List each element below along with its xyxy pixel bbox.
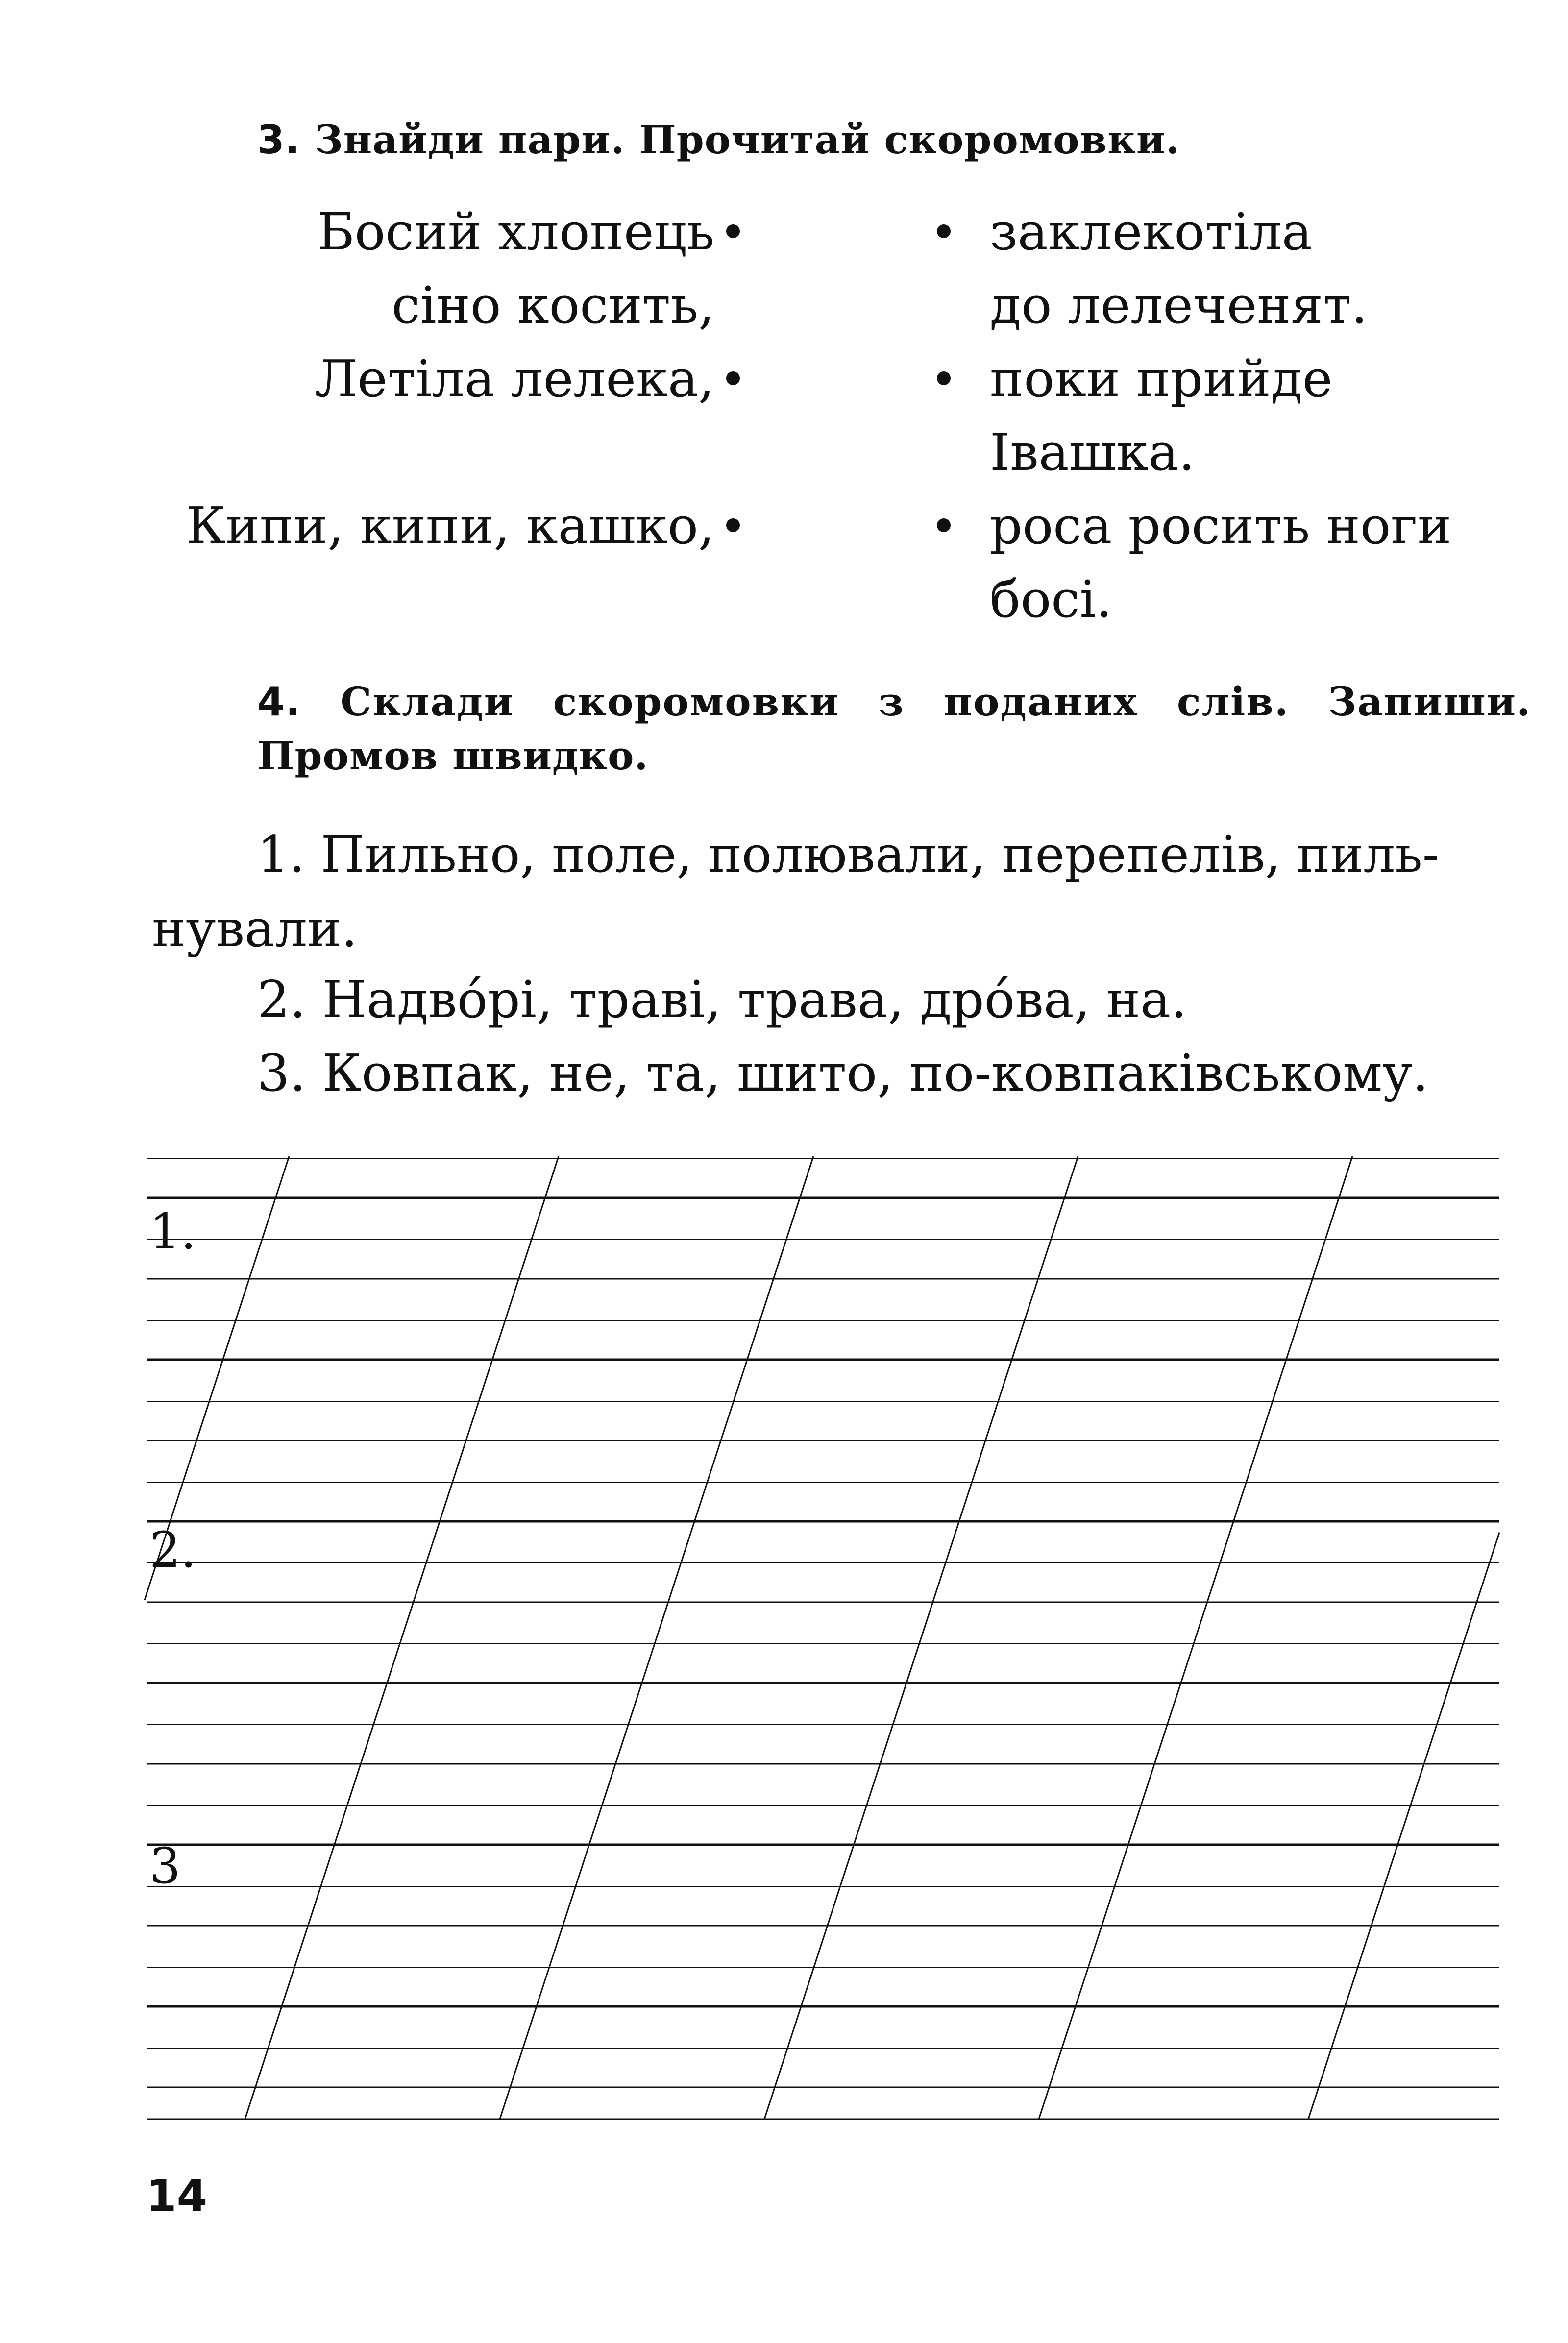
page-number: 14 [146,2171,208,2222]
right-phrase-1-line1: заклекотіла [990,202,1312,262]
task4-heading-line2: Промов швидко. [257,732,649,779]
slant-guide-line [1308,1533,1499,2119]
task4-item-3: 3. Ковпак, не, та, шито, по-ковпаківському. [257,1043,1429,1103]
task3-number: 3. [257,117,301,163]
right-phrase-2-line2: Івашка. [990,422,1195,482]
writing-label-3: 3 [149,1837,181,1895]
slant-guide-line [245,1156,559,2119]
task4-number: 4. [257,679,302,725]
task4-item-1-continuation: нували. [152,899,358,958]
task4-title-line1: Склади скоромовки з поданих слів. Запиши. [340,679,1531,725]
left-phrase-2-line1: Летіла лелека, [315,349,714,409]
right-phrase-1-line2: до лелеченят. [990,275,1368,335]
left-phrase-1-line2: сіно косить, [392,275,714,335]
left-phrase-1-line1: Босий хлопець [317,202,714,262]
left-phrase-3-line1: Кипи, кипи, кашко, [186,496,714,556]
right-phrase-3-line1: роса росить ноги [990,496,1452,556]
slant-guide-line [764,1156,1078,2119]
writing-label-2: 2. [149,1521,196,1579]
writing-label-1: 1. [149,1203,196,1260]
right-phrase-3-line2: босі. [990,569,1112,629]
task4-item-1: 1. Пильно, поле, полювали, перепелів, пиль- [257,826,1440,884]
task4-item-2: 2. Надвóрі, траві, трава, дрóва, на. [257,970,1187,1029]
task3-title: Знайди пари. Прочитай скоромовки. [314,117,1180,163]
right-phrase-2-line1: поки прийде [990,349,1333,409]
slant-guide-line [500,1156,813,2119]
slant-guide-line [1039,1156,1352,2119]
